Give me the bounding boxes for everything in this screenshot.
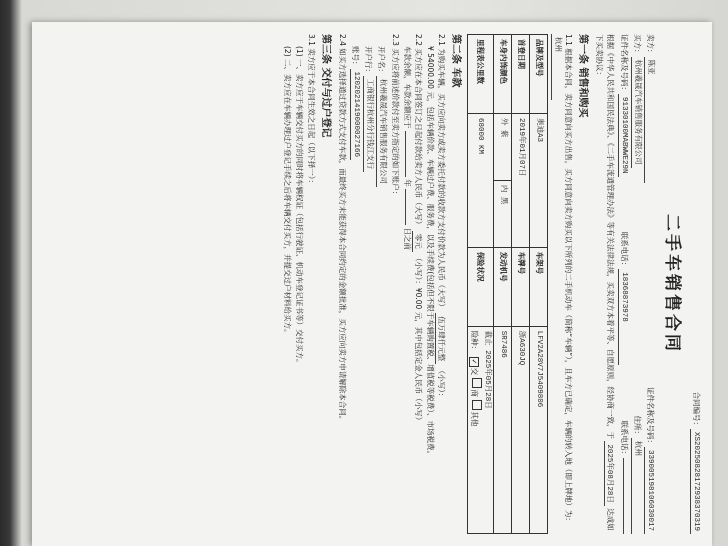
- seller-phone: [623, 458, 624, 534]
- exterior-color: 外 紫: [494, 114, 512, 181]
- insurance-expiry: 截止 2025年05月28日: [483, 330, 492, 409]
- account-name: 杭州羲晟汽车销售服务有限公司: [376, 76, 387, 187]
- seller-label: 卖方：: [645, 34, 655, 57]
- intro-end: 达成如下买卖协议：: [594, 34, 616, 531]
- account-number-label: 账号：: [351, 46, 361, 69]
- buyer-name: 杭州羲晟汽车销售服务有限公司: [631, 57, 642, 168]
- compulsory-label: 交: [469, 367, 479, 376]
- brand-value: 奥迪A3: [530, 114, 548, 248]
- chapter-2-heading: 第二条 车款: [449, 34, 461, 88]
- year-label: 年: [402, 179, 412, 187]
- insurance-types-label: 险种：: [469, 330, 479, 354]
- insurance-types: [469, 331, 482, 529]
- checkbox-commercial[interactable]: [472, 378, 482, 388]
- bank-name: 工商银行杭州分行钱江支行: [363, 76, 374, 172]
- vehicle-row-mileage: [467, 35, 493, 534]
- contract-page: [32, 22, 712, 546]
- mileage-value: 68000 KM: [467, 114, 493, 248]
- first-reg-label: 首登日期: [512, 35, 530, 114]
- clause-1-1: [551, 34, 573, 534]
- buyer-phone: 18368873978: [618, 269, 629, 365]
- vin-value: LFV2A28V7J5409806: [530, 326, 548, 533]
- plate-value: 浙A630JQ: [512, 326, 530, 533]
- seller-phone-label: 联系电话：: [619, 420, 629, 459]
- buyer-credit-label: 证件名称及号码：: [619, 34, 629, 94]
- intro-text: 根据《中华人民共和国民法典》、《二手车流通管理办法》等有关法律法规，买卖双方本着平等、自愿原则，经协商一致，于: [606, 34, 616, 439]
- contract-number: XS20250828172938370319: [690, 429, 701, 534]
- plate-label: 车牌号: [512, 247, 530, 326]
- contract-number-row: [689, 34, 702, 534]
- account-number-row: [349, 34, 362, 534]
- before-label: 日之前: [402, 227, 412, 251]
- clause-2-2-text: 2.2 买方应在本合同签订之日起付款给卖方人民币（大写）: [414, 34, 424, 229]
- buyer-address: 杭州: [631, 438, 642, 534]
- bank-row: [362, 34, 375, 534]
- clause-2-2-detail: [402, 34, 412, 534]
- intro-paragraph: [594, 34, 615, 534]
- seller-id-number: 339005198106030017: [644, 447, 655, 534]
- account-name-label: 开户名：: [377, 46, 387, 76]
- seller-name: 陈亚: [644, 57, 655, 183]
- clause-2-1-text: 2.1 为购买车辆，买方应向卖方或卖方委托付款的收款方支付价款为人民币（大写）: [437, 34, 447, 311]
- clause-3-1-option-2: (2) 二、卖方应在车辆办理过户登记手续之后将车辆交付买方，并提交过户材料给买方。: [282, 46, 292, 337]
- contract-number-label: 合同编号：: [691, 391, 701, 429]
- clause-2-1-tail: （小写）：: [437, 366, 447, 401]
- vin-label: 车架号: [530, 247, 548, 326]
- vehicle-row-color: [494, 35, 512, 534]
- engine-value: SR7486: [494, 326, 512, 533]
- contract-title: 二手车销售合同: [662, 214, 682, 354]
- checkbox-compulsory[interactable]: ✓: [469, 357, 479, 367]
- buyer-address-label: 住所：: [632, 415, 642, 438]
- registration-place: 杭州: [551, 34, 562, 100]
- other-label: 其他: [469, 411, 479, 427]
- insurance-status: [467, 326, 493, 533]
- balance-day: [405, 189, 406, 225]
- checkbox-other[interactable]: [472, 400, 482, 410]
- price-in-words: 伍万肆仟元整: [435, 313, 444, 364]
- chapter-1-heading: 第一条 销售和购买: [576, 34, 588, 118]
- contract-document: [42, 34, 702, 534]
- vehicle-row-date: [512, 35, 530, 534]
- vehicle-table: [467, 34, 548, 534]
- buyer-credit-row: [617, 34, 630, 534]
- clause-2-1: [425, 34, 446, 534]
- seller-id-label: 证件名称及号码：: [645, 386, 655, 447]
- clause-2-4: 2.4 如买方选择通过贷款方式支付车款，而最终买方未能获得本合同约定的金额批准，买方应向卖方申请解除本合同。: [337, 34, 347, 424]
- color-label: 车身内饰颜色: [494, 35, 512, 114]
- clause-2-2: [402, 34, 423, 534]
- brand-label: 品牌及型号: [530, 35, 548, 114]
- mileage-label: 里程表公里数: [467, 35, 493, 114]
- clause-1-1-text: 1.1 根据本合同，卖方同意向买方出售，买方同意向卖方购买以下所列的二手机动车（简称“车辆”），且车方已确定，车辆的转入地（即上牌地）为：: [564, 34, 574, 525]
- bank-label: 开户行：: [364, 46, 374, 76]
- buyer-row: [630, 34, 643, 534]
- deposit-in-words: 零元: [412, 231, 421, 252]
- account-name-row: [375, 34, 388, 534]
- first-reg-value: 2019年01月07日: [512, 114, 530, 248]
- buyer-credit-code: 91330100MABWWE29N: [618, 94, 629, 177]
- seller-row: [643, 34, 656, 534]
- balance-year: [405, 131, 406, 177]
- insurance-label: 保险状况: [467, 247, 493, 326]
- clause-3-1: 3.1 卖方应于本合同生效之日起（以下择一）：: [307, 34, 317, 188]
- vehicle-row-brand: [530, 35, 548, 534]
- clause-2-3: 2.3 买方应将前述价款付至卖方指定的如下账户：: [390, 34, 400, 199]
- clause-2-2-tail: （小写）：¥0.00 元，其中包括定金人民币（小写）: [414, 254, 424, 425]
- account-number: 1202021419000027166: [350, 69, 361, 161]
- buyer-phone-label: 联系电话：: [619, 231, 629, 270]
- interior-color: 内 黑: [494, 180, 512, 247]
- clause-2-1-detail: ¥ 54000.00 元，包括车辆价款、车辆过户费、服务费，以及手续费(包括但不限于车辆购置税、增值税等税费）、市场税费。: [426, 46, 436, 458]
- clause-3-1-option-1: (1) 一、卖方应于车辆交付买方的同时将车辆权证（包括行驶证、机动车登记证书等）交付买方。: [294, 46, 304, 367]
- buyer-label: 买方：: [632, 34, 642, 57]
- engine-label: 发动机号: [494, 247, 512, 326]
- commercial-label: 商: [469, 389, 479, 397]
- chapter-3-heading: 第三条 交付与过户登记: [319, 34, 331, 138]
- balance-text: 车款余额，车款余额应于: [402, 46, 412, 129]
- intro-date: 2025年08月28日: [604, 441, 613, 506]
